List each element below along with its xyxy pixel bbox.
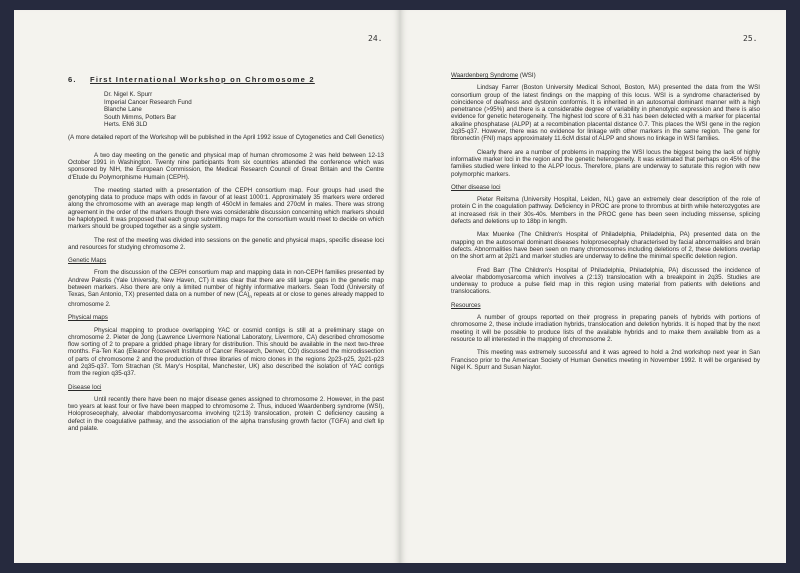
paragraph: Pieter Reitsma (University Hospital, Leiden, NL) gave an extremely clear description of the role of protein C in the coagulation pathway. Deficiency in PROC are prone to thrombus at birth while heterozygotes are at increased risk in their 30s-40s. Members in the PROC gene has been seen including missense, splicing defects and deletions up to 18bp in length. xyxy=(451,196,760,226)
paragraph: Clearly there are a number of problems in mapping the WSI locus the biggest being the lack of highly informative marker loci in the region and the genetic heterogeneity. It was estimated that perhaps on 45% of the families studied were linked to the ALPP locus. Therefore, plans are underway to saturate this region with new polymorphic markers. xyxy=(451,148,760,178)
paragraph xyxy=(68,269,384,308)
subsection-heading-other-loci: Other disease loci xyxy=(451,183,501,191)
paragraph: Lindsay Farrer (Boston University Medical School, Boston, MA) presented the data from the WSI consortium group of the latest findings on the mapping of this locus. WSI is a syndrome characterised by coincidence of deafness and dystonin conformis. It is inherited in an autosomal dominant manner with a high penetrance (>95%) and there is a considerable degree of variability in phenotypic expression and there is also evidence for genetic heterogeneity. The highest lod score of 6.31 has been detected with a marker for placental alkaline phosphatase (ALPP) at a recombination placental distance 0.7. This places the WSI gene in the region 2q35-q37. However, there was no evidence for linkage with other markers in the same region. The gene for fibronectin (FNI) maps approximately 11.6cM distal of ALPP and shows no linkage in WSI families. xyxy=(451,84,760,143)
page-number: 24. xyxy=(368,34,383,43)
paragraph: Max Muenke (The Children's Hospital of Philadelphia, Philadelphia, PA) presented data on the mapping on the autosomal dominant diseases holoprosecephaly characterised by facial abnormalities and brain defects. Abnormalities have been seen on many chromosomes including deletions of 2, these deletions overlap on the short arm at 2p21 and marker studies are underway to define the minimal specific deletion region. xyxy=(451,231,760,261)
address-line: Imperial Cancer Research Fund xyxy=(104,98,192,106)
subsection-heading-resources: Resources xyxy=(451,301,481,309)
paragraph: A two day meeting on the genetic and physical map of human chromosome 2 was held between 12-13 October 1991 in Washington. Twenty nine participants from six countries attended the conference which was sponsored by NIH, the European Commission, the Medical Research Council of Great Britain and the Centre d'Etude du Polymorphisme Humain (CEPH). xyxy=(68,151,384,181)
subsection-heading-disease-loci: Disease loci xyxy=(68,383,102,391)
address-line: Dr. Nigel K. Spurr xyxy=(104,91,153,99)
section-heading xyxy=(68,76,384,83)
address-line: South Mimms, Potters Bar xyxy=(104,113,177,121)
heading-suffix: (WSI) xyxy=(518,72,536,79)
subsection-heading-genetic-maps: Genetic Maps xyxy=(68,257,107,265)
subsection-heading-waardenberg xyxy=(451,72,760,79)
heading-text: Waardenberg Syndrome xyxy=(451,72,519,79)
right-page xyxy=(400,10,786,563)
left-page xyxy=(14,10,400,563)
publication-note: (A more detailed report of the Workshop will be published in the April 1992 issue of Cytogenetics and Cell Genetics) xyxy=(68,134,384,142)
section-number: 6. xyxy=(68,75,77,84)
author-address xyxy=(104,91,384,128)
right-page-content xyxy=(451,72,760,377)
address-line: Herts. EN6 3LD xyxy=(104,120,148,128)
left-page-content xyxy=(68,76,384,438)
paragraph: This meeting was extremely successful and it was agreed to hold a 2nd workshop next year in San Francisco prior to the American Society of Human Genetics meeting in November 1992. It will be organised by Nigel K. Spurr and Susan Naylor. xyxy=(451,349,760,371)
paragraph: Physical mapping to produce overlapping YAC or cosmid contigs is still at a preliminary stage on chromosome 2. Pieter de Jong (Lawrence Livermore National Laboratory, Livermore, CA) described chromosome flow sorting of 2 to prepare a gridded phage library for distribution. This should be available in the next two-three months. Fa-Ten Kao (Eleanor Roosevelt Institute of Cancer Research, Denver, CO) discussed the microdissection of parts of chromosome 2 and the production of three libraries of micro clones in the regions 2p23-p25, 2p21-p23 and 2q35-q37. Tom Strachan (St. Mary's Hospital, Manchester, UK) also described the isolation of YAC contigs from the region q35-q37. xyxy=(68,326,384,378)
paragraph: Until recently there have been no major disease genes assigned to chromosome 2. However, in the past two years at least four or five have been mapped to chromosome 2. Thus, induced Waardenberg syndrome (WSI), Holoprosecephaly, alveolar rhabdomyosarcoma involving t(2:13) translocation, protein C deficiency causing a defect in the coagulative pathway, and the association of the alpha transfusing growth factor (TGFA) and cleft lip and palate. xyxy=(68,395,384,433)
subscript: n xyxy=(249,294,252,300)
paragraph: The rest of the meeting was divided into sessions on the genetic and physical maps, specific disease loci and resources for studying chromosome 2. xyxy=(68,236,384,251)
subsection-heading-physical-maps: Physical maps xyxy=(68,314,108,322)
section-title: First International Workshop on Chromosome 2 xyxy=(90,75,315,84)
text-run: repeats at or close to genes already mapped to chromosome 2. xyxy=(68,291,384,308)
text-run: From the discussion of the CEPH consortium map and mapping data in non-CEPH families presented by Andrew Pakstis (Yale University, New Haven, CT) it was clear that there are still large gaps in the genetic map between markers. Also there are only a limited number of highly informative markers. Sean Todd (University of Texas, San Antonio, TX) presented data on a number of new (CA) xyxy=(68,269,384,299)
paragraph: The meeting started with a presentation of the CEPH consortium map. Four groups had used the genotyping data to produce maps with odds in favour of at least 1000:1. Approximately 35 markers were ordered along the chromosome with an average map length of 450cM in females and 270cM in males. There was strong agreement in the order of the markers though there was considerable discussion concerning which markers should be haplotyped. It was proposed that each group submitting maps for the consortium would meet to decide on which markers should be grouped together as a single system. xyxy=(68,186,384,231)
paragraph: Fred Barr (The Children's Hospital of Philadelphia, Philadelphia, PA) discussed the incidence of alveolar rhabdomyosarcoma which involves a (2:13) translocation with a breakpoint in 2q35. Studies are underway to produce a pulse field map in this region using material from patients with deletions and translocations. xyxy=(451,266,760,296)
paragraph: A number of groups reported on their progress in preparing panels of hybrids with portions of chromosome 2, these include irradiation hybrids, translocation and deletion hybrids. It is hoped that by the next meeting it will be possible to produce lists of the available hybrids and to make them available from as a resource to all interested in the mapping of chromosome 2. xyxy=(451,314,760,343)
page-number: 25. xyxy=(743,34,758,43)
address-line: Blanche Lane xyxy=(104,106,142,114)
